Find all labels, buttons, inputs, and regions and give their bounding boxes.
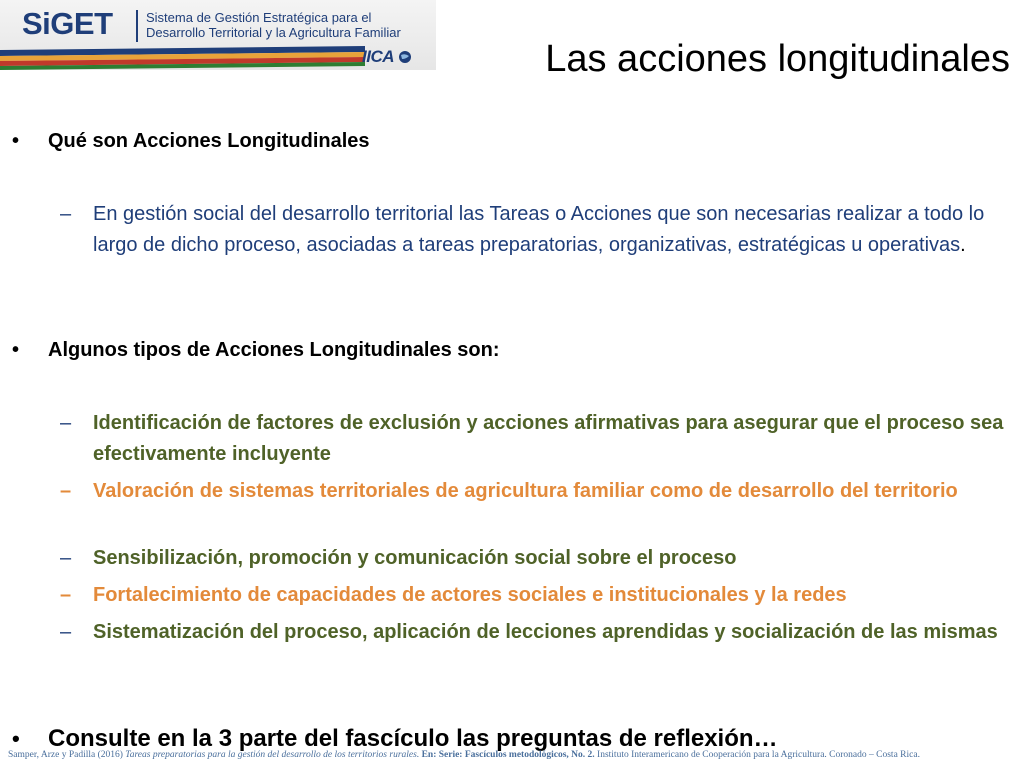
dash-icon: –	[60, 621, 72, 643]
list-item	[60, 617, 1013, 648]
list-item-text: Fortalecimiento de capacidades de actores sociales e institucionales y la redes	[93, 584, 847, 606]
footer-series: En: Serie: Fascículos metodológicos, No. 2.	[419, 750, 595, 760]
bullet-dot-icon: •	[12, 726, 20, 751]
list-item	[60, 580, 1013, 611]
list-item	[60, 543, 1013, 574]
bullet-dot-icon: •	[12, 339, 20, 361]
dash-icon: –	[60, 584, 72, 606]
bullet-types	[12, 335, 1008, 365]
definition-item	[60, 199, 1013, 260]
logo-partner: IICA	[362, 47, 394, 66]
definition-text: En gestión social del desarrollo territorial las Tareas o Acciones que son necesarias realizar a todo lo largo de dicho proceso, asociadas a tareas preparatorias, organizativas, estratégicas u operativas	[93, 203, 985, 256]
bullet-dot-icon: •	[12, 130, 20, 152]
list-item-text: Valoración de sistemas territoriales de agricultura familiar como de desarrollo del territorio	[93, 480, 958, 502]
logo-desc-line1: Sistema de Gestión Estratégica para el	[146, 10, 372, 25]
dash-icon: –	[60, 480, 72, 502]
logo-description	[146, 10, 426, 40]
footer-authors: Samper, Arze y Padilla (2016)	[8, 750, 126, 760]
list-item	[60, 476, 1013, 507]
bullet-heading: Algunos tipos de Acciones Longitudinales son:	[48, 339, 500, 361]
citation-footer	[8, 750, 920, 760]
list-item	[60, 408, 1013, 469]
list-item-text: Identificación de factores de exclusión y acciones afirmativas para asegurar que el proceso sea efectivamente incluyente	[93, 412, 1004, 465]
closing-text: Consulte en la 3 parte del fascículo las preguntas de reflexión…	[48, 725, 778, 752]
bullet-heading: Qué son Acciones Longitudinales	[48, 130, 370, 152]
definition-period: .	[960, 233, 966, 256]
siget-logo	[0, 0, 436, 70]
dash-icon: –	[60, 203, 72, 225]
list-item-text: Sistematización del proceso, aplicación de lecciones aprendidas y socialización de las mismas	[93, 621, 998, 643]
logo-desc-line2: Desarrollo Territorial y la Agricultura Familiar	[146, 25, 401, 40]
dash-icon: –	[60, 547, 72, 569]
globe-icon	[398, 50, 412, 64]
slide-title: Las acciones longitudinales	[545, 38, 1010, 80]
logo-brand: SiGET	[22, 6, 113, 41]
bullet-what-are	[12, 126, 1008, 156]
logo-stripes	[0, 46, 365, 70]
logo-divider	[136, 10, 138, 42]
footer-publisher: Instituto Interamericano de Cooperación para la Agricultura. Coronado – Costa Rica.	[594, 750, 920, 760]
dash-icon: –	[60, 412, 72, 434]
footer-work: Tareas preparatorias para la gestión del desarrollo de los territorios rurales.	[125, 750, 420, 760]
list-item-text: Sensibilización, promoción y comunicación social sobre el proceso	[93, 547, 737, 569]
